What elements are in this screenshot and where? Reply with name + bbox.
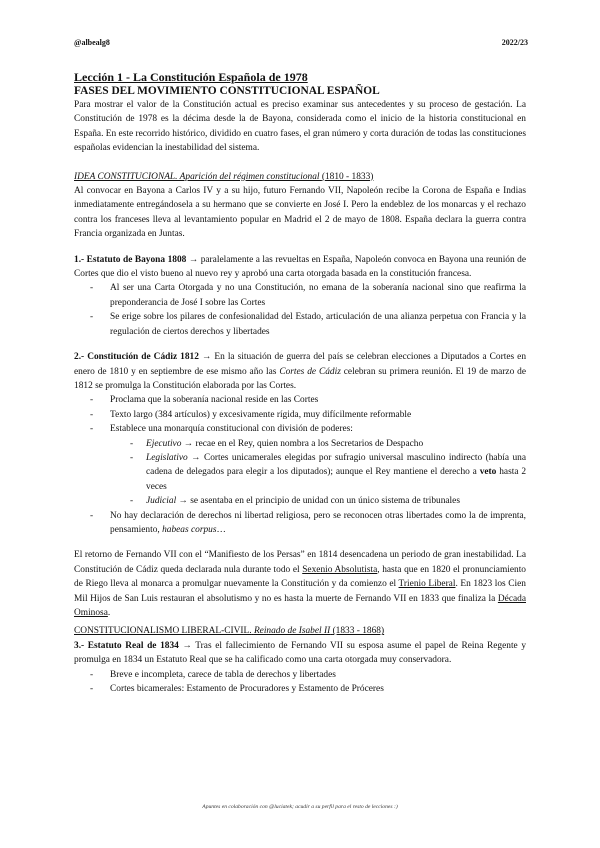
list-item: - Texto largo (384 artículos) y excesivamente rígida, muy difícilmente reformable xyxy=(74,408,526,422)
veto-term: veto xyxy=(479,467,497,478)
section-heading-italic: Reinado de Isabel II xyxy=(253,626,331,637)
cadiz-lead: 2.- Constitución de Cádiz 1812 xyxy=(74,352,199,363)
section1-paragraph: Al convocar en Bayona a Carlos IV y a su hijo, futuro Fernando VII, Napoleón recibe la Corona de España e Indias inmediatamente entregándosela a su hermano que se convierte en José I. Pero la endeblez de los monarcas y el rechazo contra los franceses lleva al levantamiento popular en Madrid el 2 de mayo de 1808. España declara la guerra contra Francia organizada en Juntas. xyxy=(74,186,526,240)
section-subtitle: FASES DEL MOVIMIENTO CONSTITUCIONAL ESPAÑOL xyxy=(74,85,380,97)
powers-list xyxy=(110,437,526,509)
return-text-4: . xyxy=(107,608,111,618)
page-footer: Apuntes en colaboración con @luciatek; acudir a su perfil para el resto de lecciones :) xyxy=(202,804,398,810)
power-legislativo xyxy=(110,451,526,494)
return-paragraph xyxy=(74,548,526,620)
cadiz-text-a: En la situación de guerra del país se celebran elecciones a Diputados a Cortes en enero de 1810 y en septiembre de ese mismo año las xyxy=(74,352,527,377)
power-judicial xyxy=(110,494,526,508)
list-item-text-a: No hay declaración de derechos ni libertad religiosa, pero se reconocen otras libertades como la de imprenta, pensamiento, xyxy=(110,510,526,535)
list-item: - Proclama que la soberanía nacional reside en las Cortes xyxy=(74,393,526,407)
document-body xyxy=(74,70,526,696)
sexenio-absolutista: Sexenio Absolutista xyxy=(302,564,378,575)
estatuto-lead: 3.- Estatuto Real de 1834 xyxy=(74,640,179,651)
bayona-bullet-list xyxy=(74,281,526,339)
section-heading-text: IDEA CONSTITUCIONAL. Aparición del régimen constitucional xyxy=(74,171,320,182)
cadiz-text-b: celebran su primera reunión. El 19 de marzo de 1812 se promulga la Constitución elaborada por las Cortes. xyxy=(74,366,527,391)
estatuto-text: Tras el fallecimiento de Fernando VII su esposa asume el papel de Reina Regente y promulga en 1834 un Estatuto Real que se ha calificado como una carta otorgada muy conservadora. xyxy=(74,640,527,666)
power-text: se asentaba en el principio de unidad con un único sistema de tribunales xyxy=(190,496,460,507)
lesson-title: Lección 1 - La Constitución Española de 1978 xyxy=(74,70,308,84)
list-item: - Se erige sobre los pilares de confesionalidad del Estado, articulación de una alianza perpetua con Francia y la regulación de ciertos derechos y libertades xyxy=(74,310,526,339)
trienio-liberal: Trienio Liberal xyxy=(398,579,456,590)
power-text-b: hasta 2 veces xyxy=(146,467,527,492)
estatuto-bullet-list xyxy=(74,668,526,697)
author-handle: @albealg8 xyxy=(74,38,110,47)
cadiz-paragraph xyxy=(74,350,526,393)
section-heading-text: CONSTITUCIONALISMO LIBERAL-CIVIL. xyxy=(74,626,252,637)
power-name: Ejecutivo xyxy=(146,438,182,449)
cortes-de-cadiz: Cortes de Cádiz xyxy=(279,366,341,377)
arrow-icon: → xyxy=(183,438,194,449)
cadiz-bullet-list xyxy=(74,393,526,537)
list-item xyxy=(74,509,526,538)
academic-year: 2022/23 xyxy=(501,38,528,47)
return-text-2: , hasta que en 1820 el pronunciamiento de Riego lleva al monarca a promulgar nuevamente la Constitución y da comienzo el xyxy=(74,564,526,590)
power-text-a: Cortes unicamerales elegidas por sufragio universal masculino indirecto (había una cadena de delegados para elegir a los diputados); aunque el Rey mantiene el derecho a xyxy=(146,452,527,478)
bayona-text: paralelamente a las revueltas en España, Napoleón convoca en Bayona una reunión de Cortes que dio el visto bueno al nuevo rey y aprobó una carta otorgada basada en la constitución francesa. xyxy=(74,254,527,280)
intro-paragraph: Para mostrar el valor de la Constitución actual es preciso examinar sus antecedentes y su proceso de gestación. La Constitución de 1978 es la décima desde la de Bayona, considerada como el inicio de la historia constitucional en España. En este recorrido histórico, dividido en cuatro fases, el gran número y corta duración de todas las constituciones españolas evidencian la inestabilidad del sistema. xyxy=(74,100,526,154)
bayona-lead: 1.- Estatuto de Bayona 1808 xyxy=(74,254,187,265)
estatuto-paragraph xyxy=(74,639,526,668)
return-text-1: El retorno de Fernando VII con el “Manifiesto de los Persas” en 1814 desencadena un periodo de gran inestabilidad. La Constitución de Cádiz queda declarada nula durante todo el xyxy=(74,550,526,575)
list-item: - Al ser una Carta Otorgada y no una Constitución, no emana de la soberanía nacional sino que reafirma la preponderancia de José I sobre las Cortes xyxy=(74,281,526,310)
section-heading-idea-constitucional xyxy=(74,170,526,184)
power-name: Legislativo xyxy=(146,452,188,463)
list-item: - Cortes bicamerales: Estamento de Procuradores y Estamento de Próceres xyxy=(74,682,526,696)
return-text-3: . En 1823 los Cien Mil Hijos de San Luis restauran el absolutismo y no es hasta la muerte de Fernando VII en 1833 que finaliza la xyxy=(74,579,526,604)
decada-ominosa: Década Ominosa xyxy=(74,593,526,618)
arrow-icon: → xyxy=(182,640,192,651)
ellipsis: … xyxy=(216,524,226,535)
list-item: - Breve e incompleta, carece de tabla de derechos y libertades xyxy=(74,668,526,682)
arrow-icon: → xyxy=(191,452,201,463)
list-item-text: Establece una monarquía constitucional con división de poderes: xyxy=(110,424,353,435)
section-dates: (1833 - 1868) xyxy=(332,626,385,637)
arrow-icon: → xyxy=(188,254,199,265)
habeas-corpus: habeas corpus xyxy=(162,524,217,535)
bayona-paragraph xyxy=(74,253,526,282)
section-dates: (1810 - 1833) xyxy=(321,171,374,182)
arrow-icon: → xyxy=(178,496,188,507)
arrow-icon: → xyxy=(201,352,212,363)
power-text: recae en el Rey, quien nombra a los Secretarios de Despacho xyxy=(195,438,424,449)
section-heading-constitucionalismo-liberal xyxy=(74,624,526,638)
power-ejecutivo xyxy=(110,437,526,451)
power-name: Judicial xyxy=(146,496,177,507)
list-item xyxy=(74,422,526,508)
